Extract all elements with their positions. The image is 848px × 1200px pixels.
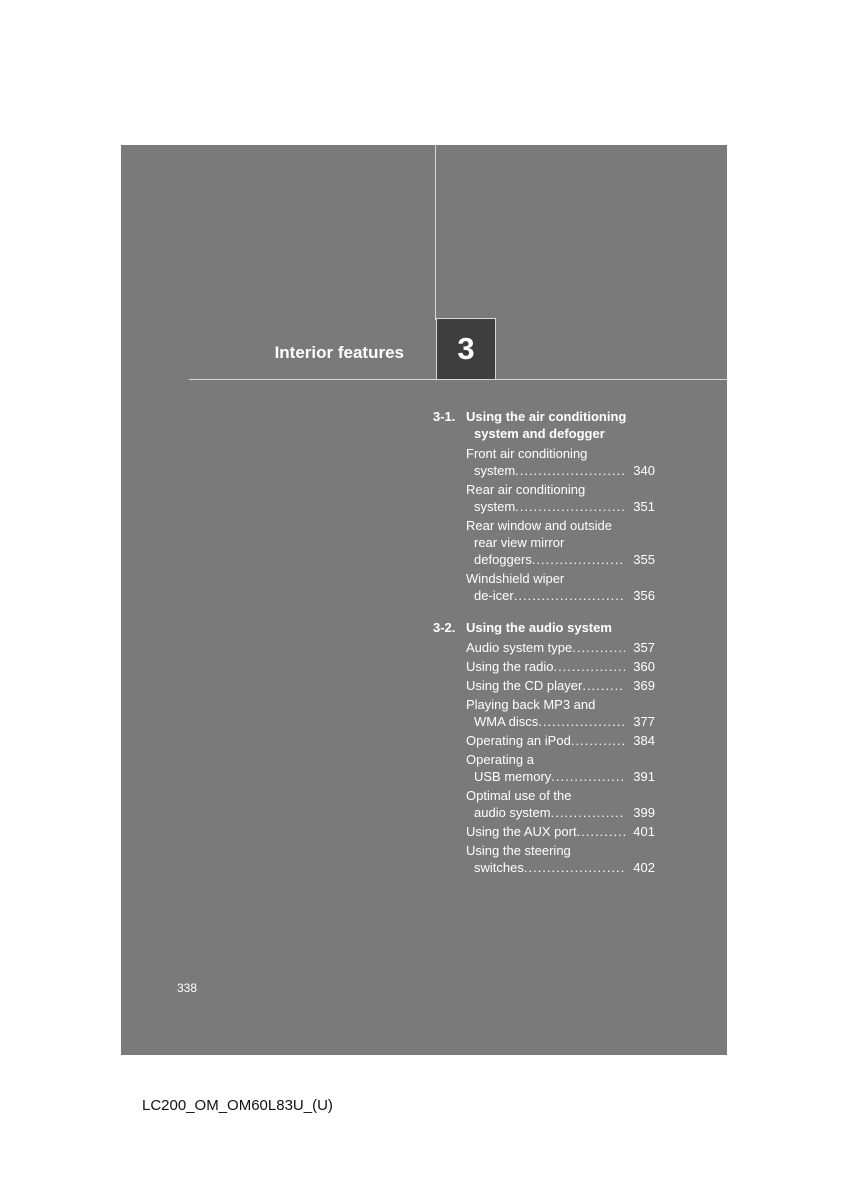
dot-leader: [571, 732, 625, 749]
toc-entry-text: Playing back MP3 and: [466, 697, 596, 712]
toc-entry[interactable]: [466, 570, 655, 604]
toc-entry-text: Operating an iPod: [466, 733, 571, 748]
dot-leader: [515, 498, 625, 515]
toc-entry-text: system: [474, 499, 516, 514]
dot-leader: [572, 639, 625, 656]
dot-leader: [524, 859, 625, 876]
dot-leader: [515, 462, 625, 479]
toc-entry-text: Front air conditioning: [466, 446, 588, 461]
toc-entry-text: system: [474, 463, 516, 478]
toc-entry[interactable]: [466, 732, 655, 749]
dot-leader: [538, 713, 625, 730]
toc-entry-text: rear view mirror: [474, 535, 565, 550]
page-reference: 340: [633, 463, 655, 478]
dot-leader: [551, 768, 625, 785]
toc-entry-last-line: [466, 859, 655, 876]
toc-entry[interactable]: [466, 842, 655, 876]
chapter-title: Interior features: [274, 343, 404, 362]
section-number: 3-1.: [433, 409, 456, 424]
dot-leader: [577, 823, 625, 840]
dot-leader: [582, 677, 625, 694]
chapter-number-box: [436, 318, 496, 379]
dot-leader: [551, 804, 625, 821]
toc-entry-text: Using the radio: [466, 659, 554, 674]
toc-entry-text: Rear air conditioning: [466, 482, 586, 497]
table-of-contents: [433, 408, 655, 878]
toc-entry[interactable]: [466, 823, 655, 840]
toc-entry[interactable]: [466, 517, 655, 568]
page-number: 338: [177, 981, 198, 995]
section-title-line: Using the air conditioning: [466, 409, 627, 424]
toc-entry-last-line: [466, 677, 655, 694]
toc-entry-text: Using the AUX port: [466, 824, 577, 839]
toc-entry[interactable]: [466, 481, 655, 515]
toc-entry-text: switches: [474, 860, 524, 875]
toc-entry-list: [433, 445, 655, 604]
toc-entry[interactable]: [466, 445, 655, 479]
toc-entry-text: Audio system type: [466, 640, 573, 655]
toc-section: [433, 619, 655, 876]
toc-entry-text: audio system: [474, 805, 551, 820]
dot-leader: [532, 551, 625, 568]
toc-entry[interactable]: [466, 677, 655, 694]
page-reference: 399: [633, 805, 655, 820]
page-reference: 356: [633, 588, 655, 603]
toc-entry-text: Optimal use of the: [466, 788, 572, 803]
section-title: [466, 408, 655, 442]
toc-entry-last-line: [466, 768, 655, 785]
toc-entry-text: Windshield wiper: [466, 571, 565, 586]
toc-entry-last-line: [466, 823, 655, 840]
toc-entry-text: de-icer: [474, 588, 514, 603]
document-code: LC200_OM_OM60L83U_(U): [142, 1097, 333, 1114]
page-reference: 384: [633, 733, 655, 748]
vertical-rule: [435, 145, 436, 320]
section-title-line: Using the audio system: [466, 620, 612, 635]
toc-entry-text: Using the steering: [466, 843, 571, 858]
page-reference: 402: [633, 860, 655, 875]
toc-section: [433, 408, 655, 604]
toc-entry[interactable]: [466, 696, 655, 730]
section-title: [466, 619, 655, 636]
toc-entry-last-line: [466, 462, 655, 479]
toc-entry-last-line: [466, 732, 655, 749]
chapter-number: 3: [457, 331, 475, 366]
toc-entry-last-line: [466, 551, 655, 568]
section-number: 3-2.: [433, 620, 456, 635]
toc-entry-last-line: [466, 639, 655, 656]
page-reference: 360: [633, 659, 655, 674]
page-reference: 351: [633, 499, 655, 514]
dot-leader: [553, 658, 625, 675]
page-reference: 377: [633, 714, 655, 729]
toc-entry-last-line: [466, 658, 655, 675]
page-reference: 357: [633, 640, 655, 655]
toc-entry-text: Rear window and outside: [466, 518, 612, 533]
toc-entry[interactable]: [466, 658, 655, 675]
page-reference: 401: [633, 824, 655, 839]
toc-entry[interactable]: [466, 751, 655, 785]
toc-entry-text: Operating a: [466, 752, 534, 767]
page-reference: 369: [633, 678, 655, 693]
section-title-line: system and defogger: [474, 426, 605, 441]
toc-entry-last-line: [466, 804, 655, 821]
toc-entry[interactable]: [466, 787, 655, 821]
section-heading[interactable]: [433, 619, 655, 636]
toc-entry-list: [433, 639, 655, 876]
toc-entry-last-line: [466, 498, 655, 515]
toc-entry-text: Using the CD player: [466, 678, 583, 693]
horizontal-rule: [189, 379, 727, 380]
toc-entry-text: defoggers: [474, 552, 532, 567]
toc-entry[interactable]: [466, 639, 655, 656]
toc-entry-text: USB memory: [474, 769, 552, 784]
dot-leader: [514, 587, 625, 604]
toc-entry-last-line: [466, 713, 655, 730]
page-reference: 391: [633, 769, 655, 784]
section-heading[interactable]: [433, 408, 655, 442]
toc-entry-last-line: [466, 587, 655, 604]
page-reference: 355: [633, 552, 655, 567]
toc-entry-text: WMA discs: [474, 714, 539, 729]
